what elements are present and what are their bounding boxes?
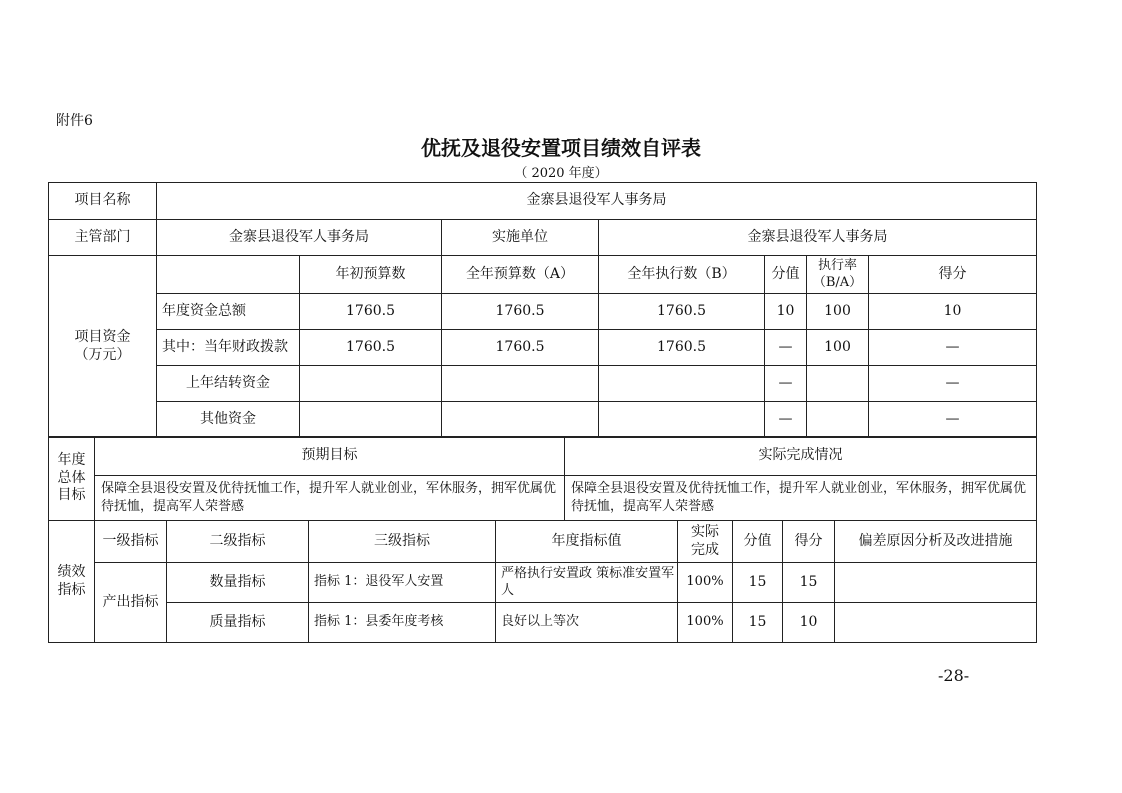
project-funds-table <box>48 182 1037 438</box>
fund-row-annual: 1760.5 <box>442 294 599 330</box>
table-row <box>49 603 1037 643</box>
fund-row-initial: 1760.5 <box>300 294 442 330</box>
fund-row-score: — <box>869 330 1037 366</box>
funds-header-score: 得分 <box>869 256 1037 294</box>
indicator-score: 15 <box>783 563 835 603</box>
funds-label-line1: 项目资金 <box>74 329 131 345</box>
fund-row-weight: — <box>765 402 807 438</box>
page-number: -28- <box>938 666 970 685</box>
fund-row-name: 其中：当年财政拨款 <box>157 330 300 366</box>
indicators-label-line2: 指标 <box>57 581 86 598</box>
funds-header-annual: 全年预算数（A） <box>442 256 599 294</box>
indicators-label-line1: 绩效 <box>57 564 86 580</box>
indicators-label <box>49 521 95 643</box>
attachment-label: 附件6 <box>56 113 93 129</box>
indicator-weight: 15 <box>733 603 783 643</box>
funds-header-initial: 年初预算数 <box>300 256 442 294</box>
page-title: 优抚及退役安置项目绩效自评表 <box>421 136 701 160</box>
level1-header: 一级指标 <box>95 521 167 563</box>
table-row <box>49 330 1037 366</box>
goals-label-line1: 年度 <box>57 452 86 469</box>
funds-label <box>49 256 157 438</box>
fund-row-initial: 1760.5 <box>300 330 442 366</box>
indicator-score: 10 <box>783 603 835 643</box>
fund-row-name: 其他资金 <box>157 402 300 438</box>
fund-row-rate <box>807 366 869 402</box>
fund-row-rate: 100 <box>807 330 869 366</box>
fund-row-score: — <box>869 366 1037 402</box>
indicator-actual: 100% <box>678 603 733 643</box>
year-label: （ 2020 年度） <box>514 166 608 181</box>
fund-row-score: 10 <box>869 294 1037 330</box>
project-name-value: 金寨县退役军人事务局 <box>157 183 1037 220</box>
fund-row-initial <box>300 366 442 402</box>
funds-header-rate-line2: （B/A） <box>812 274 863 290</box>
goals-label-line3: 目标 <box>57 487 86 504</box>
level3-header: 三级指标 <box>309 521 496 563</box>
impl-value: 金寨县退役军人事务局 <box>599 220 1037 256</box>
table-row <box>49 402 1037 438</box>
fund-row-annual <box>442 366 599 402</box>
fund-row-name: 上年结转资金 <box>157 366 300 402</box>
impl-label: 实施单位 <box>442 220 599 256</box>
indicator-level2: 质量指标 <box>167 603 309 643</box>
fund-row-name: 年度资金总额 <box>157 294 300 330</box>
fund-row-weight: — <box>765 330 807 366</box>
deviation-header: 偏差原因分析及改进措施 <box>835 521 1037 563</box>
indicator-deviation <box>835 563 1037 603</box>
weight-header: 分值 <box>733 521 783 563</box>
fund-row-rate: 100 <box>807 294 869 330</box>
goals-label <box>49 437 95 521</box>
indicator-level3: 指标 1：退役军人安置 <box>309 563 496 603</box>
expected-goal-header: 预期目标 <box>95 437 565 476</box>
funds-header-weight: 分值 <box>765 256 807 294</box>
actual-header-line2: 完成 <box>691 541 719 558</box>
fund-row-executed <box>599 366 765 402</box>
indicator-actual: 100% <box>678 563 733 603</box>
actual-goal-header: 实际完成情况 <box>565 437 1037 476</box>
output-indicator-group: 产出指标 <box>95 563 167 643</box>
table-row <box>49 294 1037 330</box>
goals-label-line2: 总体 <box>57 469 86 486</box>
funds-label-line2: （万元） <box>74 346 131 363</box>
fund-row-executed: 1760.5 <box>599 330 765 366</box>
indicator-target: 良好以上等次 <box>496 603 678 643</box>
indicator-target: 严格执行安置政 策标准安置军人 <box>496 563 678 603</box>
fund-row-annual: 1760.5 <box>442 330 599 366</box>
actual-header-line1: 实际 <box>691 524 719 540</box>
indicator-level2: 数量指标 <box>167 563 309 603</box>
indicator-level3: 指标 1：县委年度考核 <box>309 603 496 643</box>
fund-row-score: — <box>869 402 1037 438</box>
actual-header <box>678 521 733 563</box>
table-row <box>49 563 1037 603</box>
dept-value: 金寨县退役军人事务局 <box>157 220 442 256</box>
target-header: 年度指标值 <box>496 521 678 563</box>
funds-header-rate-line1: 执行率 <box>817 258 857 274</box>
funds-header-blank <box>157 256 300 294</box>
funds-header-executed: 全年执行数（B） <box>599 256 765 294</box>
fund-row-executed <box>599 402 765 438</box>
actual-goal-text: 保障全县退役安置及优待抚恤工作，提升军人就业创业，军休服务，拥军优属优待抚恤，提高军人荣誉感 <box>565 476 1037 521</box>
expected-goal-text: 保障全县退役安置及优待抚恤工作，提升军人就业创业，军休服务，拥军优属优待抚恤，提高军人荣誉感 <box>95 476 565 521</box>
indicators-table <box>48 520 1037 643</box>
funds-header-rate <box>807 256 869 294</box>
project-name-label: 项目名称 <box>49 183 157 220</box>
table-row <box>49 366 1037 402</box>
fund-row-annual <box>442 402 599 438</box>
dept-label: 主管部门 <box>49 220 157 256</box>
indicator-deviation <box>835 603 1037 643</box>
score-header: 得分 <box>783 521 835 563</box>
indicator-weight: 15 <box>733 563 783 603</box>
fund-row-weight: — <box>765 366 807 402</box>
fund-row-weight: 10 <box>765 294 807 330</box>
fund-row-initial <box>300 402 442 438</box>
fund-row-rate <box>807 402 869 438</box>
goals-table <box>48 436 1037 521</box>
level2-header: 二级指标 <box>167 521 309 563</box>
fund-row-executed: 1760.5 <box>599 294 765 330</box>
